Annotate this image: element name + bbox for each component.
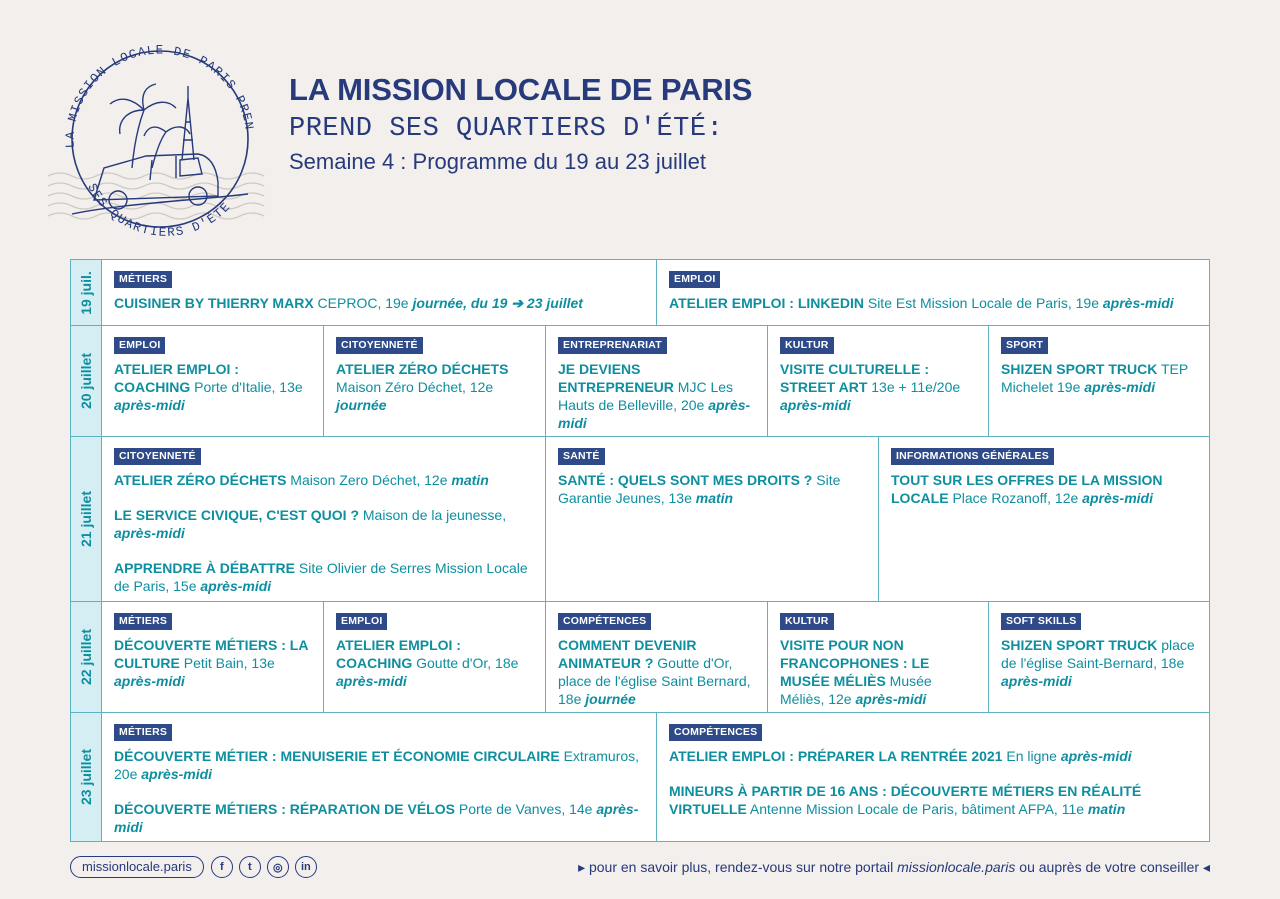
event-cell <box>102 326 323 436</box>
event-cell <box>767 602 988 712</box>
event-title: SHIZEN SPORT TRUCK <box>1001 637 1158 653</box>
event-time: après-midi <box>1102 295 1174 311</box>
day-label-text: 20 juillet <box>78 352 94 410</box>
event-place: Maison Zero Déchet, 12e <box>286 472 452 488</box>
event-cell <box>988 602 1209 712</box>
day-label-text: 21 juillet <box>78 490 94 548</box>
event-entry[interactable] <box>114 506 533 542</box>
event-place: 13e + 11e/20e <box>867 379 961 395</box>
event-place: Porte de Vanves, 14e <box>454 801 597 817</box>
page-header <box>289 72 752 176</box>
category-badge: COMPÉTENCES <box>669 724 762 741</box>
event-time: journée <box>585 691 636 707</box>
category-badge: ENTREPRENARIAT <box>558 337 667 354</box>
event-entry[interactable] <box>1001 360 1197 396</box>
day-row <box>71 601 1209 712</box>
day-label <box>71 713 102 841</box>
event-entry[interactable] <box>336 360 533 414</box>
svg-text:LA MISSION LOCALE DE PARIS PRE <box>48 36 256 149</box>
event-place: Maison de la jeunesse, <box>359 507 507 523</box>
event-place: Site Garantie Jeunes, 13e <box>558 472 841 506</box>
event-place: Porte d'Italie, 13e <box>190 379 303 395</box>
event-title: APPRENDRE À DÉBATTRE <box>114 560 295 576</box>
event-place: Goutte d'Or, 18e <box>412 655 519 671</box>
category-badge: EMPLOI <box>669 271 720 288</box>
event-time: journée <box>336 397 387 413</box>
page-subtitle: PREND SES QUARTIERS D'ÉTÉ: <box>289 114 724 144</box>
event-time: après-midi <box>114 397 185 413</box>
event-place: MJC Les Hauts de Belleville, 20e <box>558 379 734 413</box>
event-time: matin <box>695 490 734 506</box>
event-cell <box>102 437 545 601</box>
footer-info-suffix: ou auprès de votre conseiller ◂ <box>1015 859 1210 875</box>
event-time: après-midi <box>1060 748 1132 764</box>
event-title: CUISINER BY THIERRY MARX <box>114 295 314 311</box>
event-entry[interactable] <box>891 471 1197 507</box>
event-time: après-midi <box>114 673 185 689</box>
day-row <box>71 260 1209 325</box>
event-time: après-midi <box>1084 379 1156 395</box>
day-label <box>71 326 102 436</box>
day-label-text: 22 juillet <box>78 628 94 686</box>
event-entry[interactable] <box>669 782 1197 818</box>
event-entry[interactable] <box>780 360 976 414</box>
week-heading: Semaine 4 : Programme du 19 au 23 juillet <box>289 149 707 174</box>
event-title: ATELIER ZÉRO DÉCHETS <box>336 361 509 377</box>
event-cell <box>323 326 545 436</box>
day-label-text: 19 juil. <box>78 270 95 315</box>
event-time: après-midi <box>336 673 407 689</box>
event-entry[interactable] <box>114 559 533 595</box>
event-time: après-midi <box>141 766 213 782</box>
event-title: LE SERVICE CIVIQUE, C'EST QUOI ? <box>114 507 359 523</box>
programme-table <box>70 259 1210 842</box>
event-cell <box>545 437 878 601</box>
page-title: LA MISSION LOCALE DE PARIS <box>289 72 753 107</box>
event-cell <box>545 326 767 436</box>
linkedin-icon[interactable]: in <box>295 856 317 878</box>
event-place: Extramuros, 20e <box>114 748 640 782</box>
event-entry[interactable] <box>114 294 644 312</box>
event-place: place de l'église Saint-Bernard, 18e <box>1001 637 1195 671</box>
summer-stamp-logo <box>48 36 268 236</box>
category-badge: SANTÉ <box>558 448 605 465</box>
day-row <box>71 325 1209 436</box>
event-title: SANTÉ : QUELS SONT MES DROITS ? <box>558 472 813 488</box>
event-place: En ligne <box>1002 748 1061 764</box>
event-entry[interactable] <box>114 800 644 836</box>
day-label <box>71 437 102 601</box>
event-time: après-midi <box>1001 673 1072 689</box>
event-cell <box>545 602 767 712</box>
event-title: TOUT SUR LES OFFRES DE LA MISSION LOCALE <box>891 472 1163 506</box>
event-entry[interactable] <box>1001 636 1197 690</box>
event-cell <box>102 260 656 325</box>
event-cell <box>656 260 1209 325</box>
footer-portal-link[interactable]: missionlocale.paris <box>897 859 1016 875</box>
event-time: matin <box>1087 801 1126 817</box>
day-row <box>71 436 1209 601</box>
event-title: ATELIER EMPLOI : COACHING <box>336 637 461 671</box>
event-entry[interactable] <box>114 636 311 690</box>
event-place: Site Olivier de Serres Mission Locale de Paris, 15e <box>114 560 528 594</box>
category-badge: MÉTIERS <box>114 724 172 741</box>
day-label <box>71 602 102 712</box>
category-badge: KULTUR <box>780 337 834 354</box>
event-entry[interactable] <box>669 747 1197 765</box>
event-entry[interactable] <box>114 747 644 783</box>
event-title: ATELIER EMPLOI : PRÉPARER LA RENTRÉE 2021 <box>669 748 1003 764</box>
event-cell <box>878 437 1209 601</box>
category-badge: MÉTIERS <box>114 613 172 630</box>
event-entry[interactable] <box>669 294 1197 312</box>
stamp-ring-bottom: SES QUARTIERS D'ÉTÉ <box>84 181 234 236</box>
event-entry[interactable] <box>114 360 311 414</box>
category-badge: EMPLOI <box>336 613 387 630</box>
website-link[interactable]: missionlocale.paris <box>70 856 204 878</box>
event-place: Petit Bain, 13e <box>179 655 275 671</box>
event-place: CEPROC, 19e <box>313 295 413 311</box>
day-label <box>71 260 102 325</box>
category-badge: SOFT SKILLS <box>1001 613 1081 630</box>
event-time: après-midi <box>200 578 272 594</box>
category-badge: CITOYENNETÉ <box>114 448 201 465</box>
event-place: Goutte d'Or, place de l'église Saint Bernard, 18e <box>558 655 751 707</box>
event-time: journée, du 19 ➔ 23 juillet <box>412 295 583 311</box>
event-entry[interactable] <box>558 636 755 708</box>
event-place: Musée Méliès, 12e <box>780 673 932 707</box>
event-entry[interactable] <box>114 471 533 489</box>
category-badge: KULTUR <box>780 613 834 630</box>
category-badge: INFORMATIONS GÉNÉRALES <box>891 448 1054 465</box>
event-entry[interactable] <box>780 636 976 708</box>
event-title: ATELIER EMPLOI : COACHING <box>114 361 239 395</box>
event-place: TEP Michelet 19e <box>1001 361 1188 395</box>
event-cell <box>656 713 1209 841</box>
event-cell <box>767 326 988 436</box>
event-cell <box>323 602 545 712</box>
event-time: après-midi <box>855 691 927 707</box>
event-cell <box>102 713 656 841</box>
event-time: après-midi <box>114 801 639 835</box>
footer-links <box>70 856 323 878</box>
event-title: ATELIER EMPLOI : LINKEDIN <box>669 295 864 311</box>
event-place: Maison Zéro Déchet, 12e <box>336 379 494 395</box>
day-row <box>71 712 1209 841</box>
event-cell <box>102 602 323 712</box>
event-title: JE DEVIENS ENTREPRENEUR <box>558 361 674 395</box>
event-time: après-midi <box>1082 490 1153 506</box>
event-title: SHIZEN SPORT TRUCK <box>1001 361 1158 377</box>
category-badge: COMPÉTENCES <box>558 613 651 630</box>
event-title: COMMENT DEVENIR ANIMATEUR ? <box>558 637 697 671</box>
event-title: DÉCOUVERTE MÉTIERS : RÉPARATION DE VÉLOS <box>114 801 455 817</box>
category-badge: SPORT <box>1001 337 1048 354</box>
event-entry[interactable] <box>558 471 866 507</box>
facebook-icon[interactable]: f <box>211 856 233 878</box>
event-title: DÉCOUVERTE MÉTIERS : LA CULTURE <box>114 637 308 671</box>
event-entry[interactable] <box>336 636 533 690</box>
event-place: Antenne Mission Locale de Paris, bâtiment AFPA, 11e <box>746 801 1088 817</box>
event-entry[interactable] <box>558 360 755 432</box>
event-time: après-midi <box>558 397 751 431</box>
footer-info <box>578 859 1210 876</box>
event-title: MINEURS À PARTIR DE 16 ANS : DÉCOUVERTE MÉTIERS EN RÉALITÉ VIRTUELLE <box>669 783 1142 817</box>
twitter-icon[interactable]: t <box>239 856 261 878</box>
category-badge: MÉTIERS <box>114 271 172 288</box>
event-time: matin <box>451 472 489 488</box>
event-title: VISITE CULTURELLE : STREET ART <box>780 361 930 395</box>
event-cell <box>988 326 1209 436</box>
event-time: après-midi <box>780 397 851 413</box>
day-label-text: 23 juillet <box>78 748 94 806</box>
event-title: VISITE POUR NON FRANCOPHONES : LE MUSÉE MÉLIÈS <box>780 637 930 689</box>
event-title: DÉCOUVERTE MÉTIER : MENUISERIE ET ÉCONOMIE CIRCULAIRE <box>114 748 560 764</box>
event-title: ATELIER ZÉRO DÉCHETS <box>114 472 287 488</box>
instagram-icon[interactable]: ◎ <box>267 856 289 878</box>
category-badge: CITOYENNETÉ <box>336 337 423 354</box>
stamp-ring-top: LA MISSION LOCALE DE PARIS PREN <box>63 43 256 149</box>
event-place: Site Est Mission Locale de Paris, 19e <box>863 295 1103 311</box>
event-time: après-midi <box>114 525 185 541</box>
footer-info-prefix: ▸ pour en savoir plus, rendez-vous sur notre portail <box>578 859 898 875</box>
event-place: Place Rozanoff, 12e <box>948 490 1083 506</box>
category-badge: EMPLOI <box>114 337 165 354</box>
